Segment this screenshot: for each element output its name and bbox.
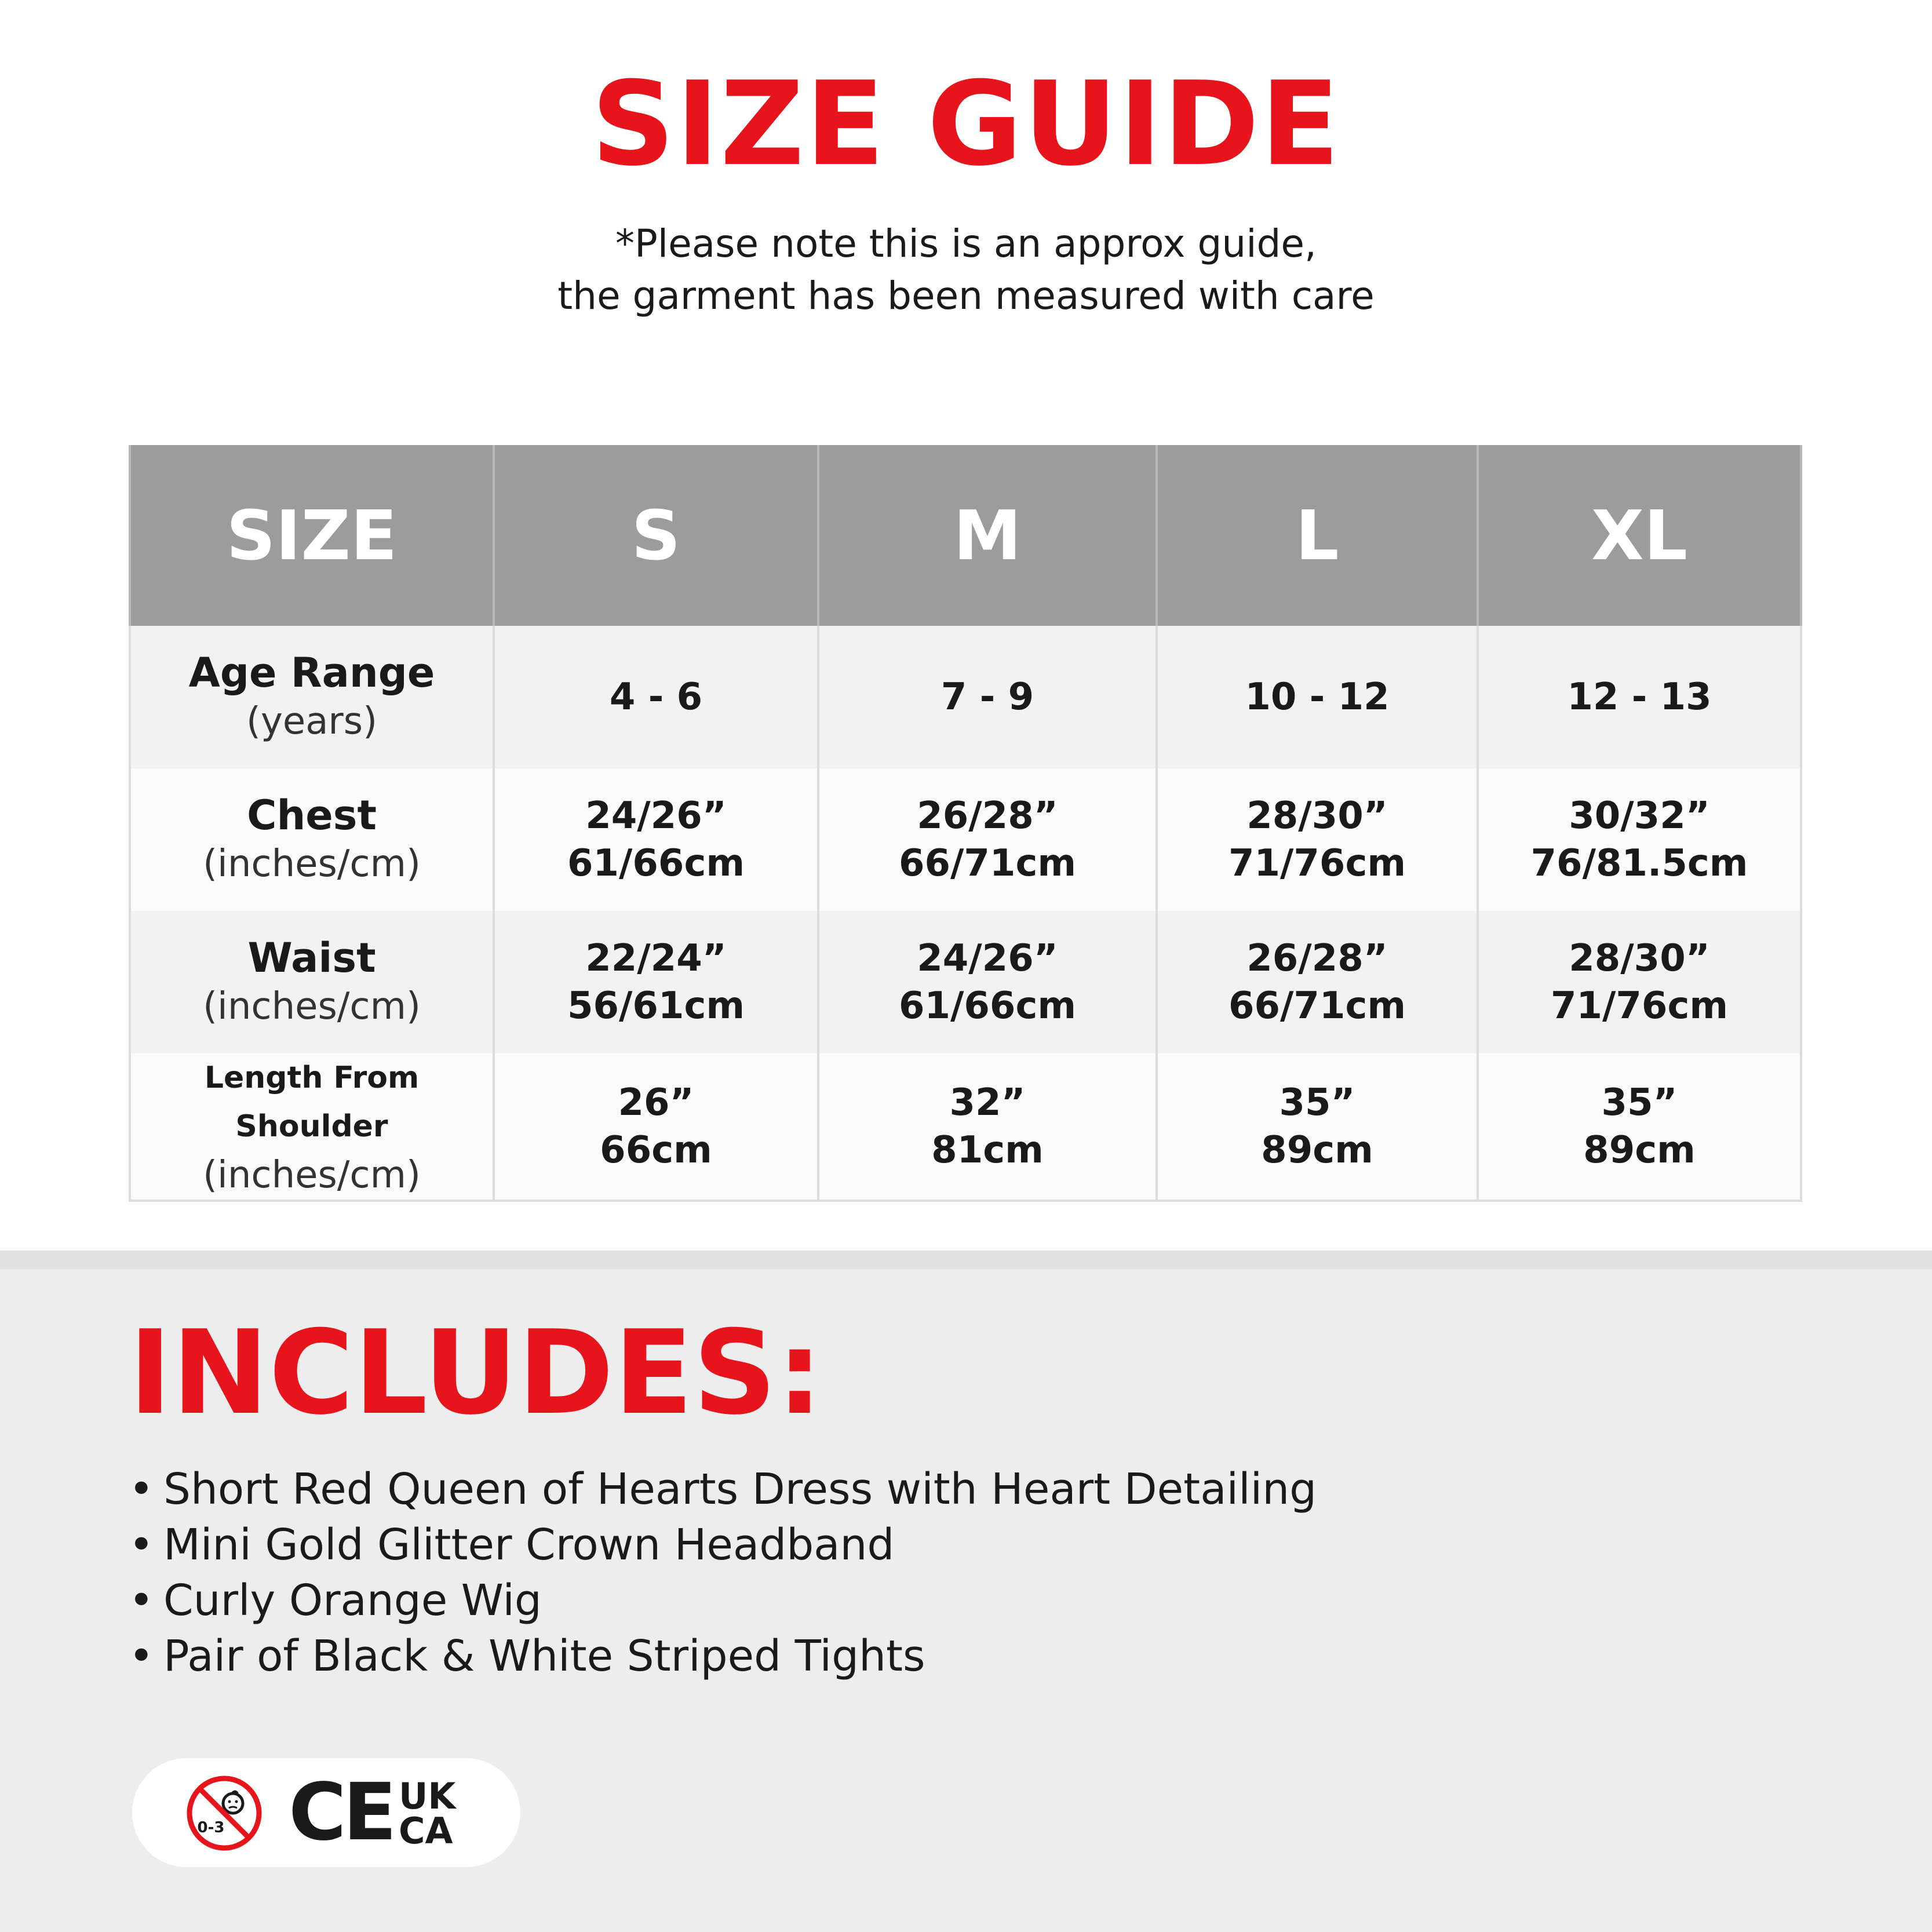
bullet: •: [129, 1576, 154, 1625]
size-table: [129, 445, 1802, 1202]
cell-value-cm: 81cm: [931, 1129, 1044, 1172]
cell-value-cm: 56/61cm: [567, 985, 745, 1027]
table-row-age-range: [130, 626, 1801, 768]
bullet: •: [129, 1631, 154, 1681]
age-warning-text: 0-3: [197, 1819, 225, 1836]
cell-value: 12 - 13: [1567, 676, 1712, 719]
value-cell: [818, 1054, 1157, 1201]
cell-value-inches: 32”: [949, 1081, 1026, 1124]
ukca-line-2: CA: [399, 1810, 453, 1852]
row-label-cell: [130, 768, 494, 911]
list-item: [129, 1517, 1317, 1573]
cell-value-cm: 76/81.5cm: [1530, 842, 1748, 885]
note-line-2: the garment has been measured with care: [557, 274, 1375, 318]
header-l: L: [1157, 445, 1478, 626]
cell-value-inches: 35”: [1601, 1081, 1678, 1124]
row-label-cell: [130, 1054, 494, 1201]
row-label: Age Range: [188, 649, 435, 697]
item-text: Curly Orange Wig: [163, 1576, 542, 1625]
cell-value-inches: 24/26”: [917, 937, 1058, 980]
includes-title: INCLUDES:: [129, 1306, 823, 1441]
value-cell: [818, 911, 1157, 1054]
cell-value-inches: 30/32”: [1569, 794, 1710, 837]
cell-value-cm: 66cm: [600, 1129, 712, 1172]
bullet: •: [129, 1464, 154, 1514]
item-text: Mini Gold Glitter Crown Headband: [163, 1520, 895, 1570]
header-size: SIZE: [130, 445, 494, 626]
cell-value-inches: 35”: [1279, 1081, 1355, 1124]
value-cell: [494, 768, 818, 911]
list-item: [129, 1461, 1317, 1517]
cell-value-inches: 24/26”: [585, 794, 727, 837]
row-unit: (inches/cm): [203, 985, 421, 1028]
row-unit: (inches/cm): [203, 843, 421, 885]
safety-badges: [132, 1758, 520, 1867]
ce-mark-icon: CE: [289, 1767, 393, 1858]
value-cell: [1157, 1054, 1478, 1201]
row-unit: (inches/cm): [203, 1154, 421, 1197]
value-cell: [1478, 626, 1801, 768]
bullet: •: [129, 1520, 154, 1570]
table-row-length: [130, 1054, 1801, 1201]
row-label-cell: [130, 911, 494, 1054]
header-xl: XL: [1478, 445, 1801, 626]
cell-value-cm: 66/71cm: [898, 842, 1077, 885]
header-s: S: [494, 445, 818, 626]
ukca-mark-icon: [399, 1775, 474, 1852]
page-title: SIZE GUIDE: [591, 57, 1341, 192]
cell-value-inches: 22/24”: [585, 937, 727, 980]
ukca-line-1: UK: [399, 1775, 456, 1817]
value-cell: [494, 911, 818, 1054]
measurement-note: [0, 218, 1932, 322]
cell-value-inches: 28/30”: [1569, 937, 1710, 980]
cell-value-cm: 71/76cm: [1228, 842, 1406, 885]
cell-value: 7 - 9: [941, 676, 1034, 719]
row-label: Length From Shoulder: [204, 1060, 420, 1144]
list-item: [129, 1628, 1317, 1684]
value-cell: [1478, 768, 1801, 911]
row-label: Chest: [247, 792, 377, 839]
cell-value-cm: 71/76cm: [1550, 985, 1729, 1027]
row-unit: (years): [246, 700, 378, 743]
value-cell: [1478, 911, 1801, 1054]
value-cell: [494, 1054, 818, 1201]
cell-value-cm: 61/66cm: [898, 985, 1077, 1027]
value-cell: [1157, 768, 1478, 911]
cell-value: 10 - 12: [1245, 676, 1390, 719]
value-cell: [1157, 626, 1478, 768]
cell-value-inches: 26”: [618, 1081, 694, 1124]
cell-value-cm: 61/66cm: [567, 842, 745, 885]
not-for-under-3-icon: [185, 1774, 263, 1852]
header-m: M: [818, 445, 1157, 626]
list-item: [129, 1573, 1317, 1628]
cell-value-inches: 26/28”: [917, 794, 1058, 837]
cell-value: 4 - 6: [609, 676, 703, 719]
cell-value-cm: 89cm: [1583, 1129, 1696, 1172]
value-cell: [818, 768, 1157, 911]
cell-value-inches: 28/30”: [1246, 794, 1388, 837]
item-text: Short Red Queen of Hearts Dress with Heart Detailing: [163, 1464, 1317, 1514]
table-row-waist: [130, 911, 1801, 1054]
value-cell: [1478, 1054, 1801, 1201]
cell-value-cm: 66/71cm: [1228, 985, 1406, 1027]
row-label-cell: [130, 626, 494, 768]
value-cell: [1157, 911, 1478, 1054]
row-label: Waist: [247, 934, 376, 982]
includes-list: [129, 1461, 1317, 1684]
item-text: Pair of Black & White Striped Tights: [163, 1631, 925, 1681]
note-line-1: *Please note this is an approx guide,: [615, 221, 1317, 266]
table-row-chest: [130, 768, 1801, 911]
value-cell: [818, 626, 1157, 768]
cell-value-inches: 26/28”: [1246, 937, 1388, 980]
cell-value-cm: 89cm: [1261, 1129, 1373, 1172]
table-header-row: [130, 445, 1801, 626]
value-cell: [494, 626, 818, 768]
